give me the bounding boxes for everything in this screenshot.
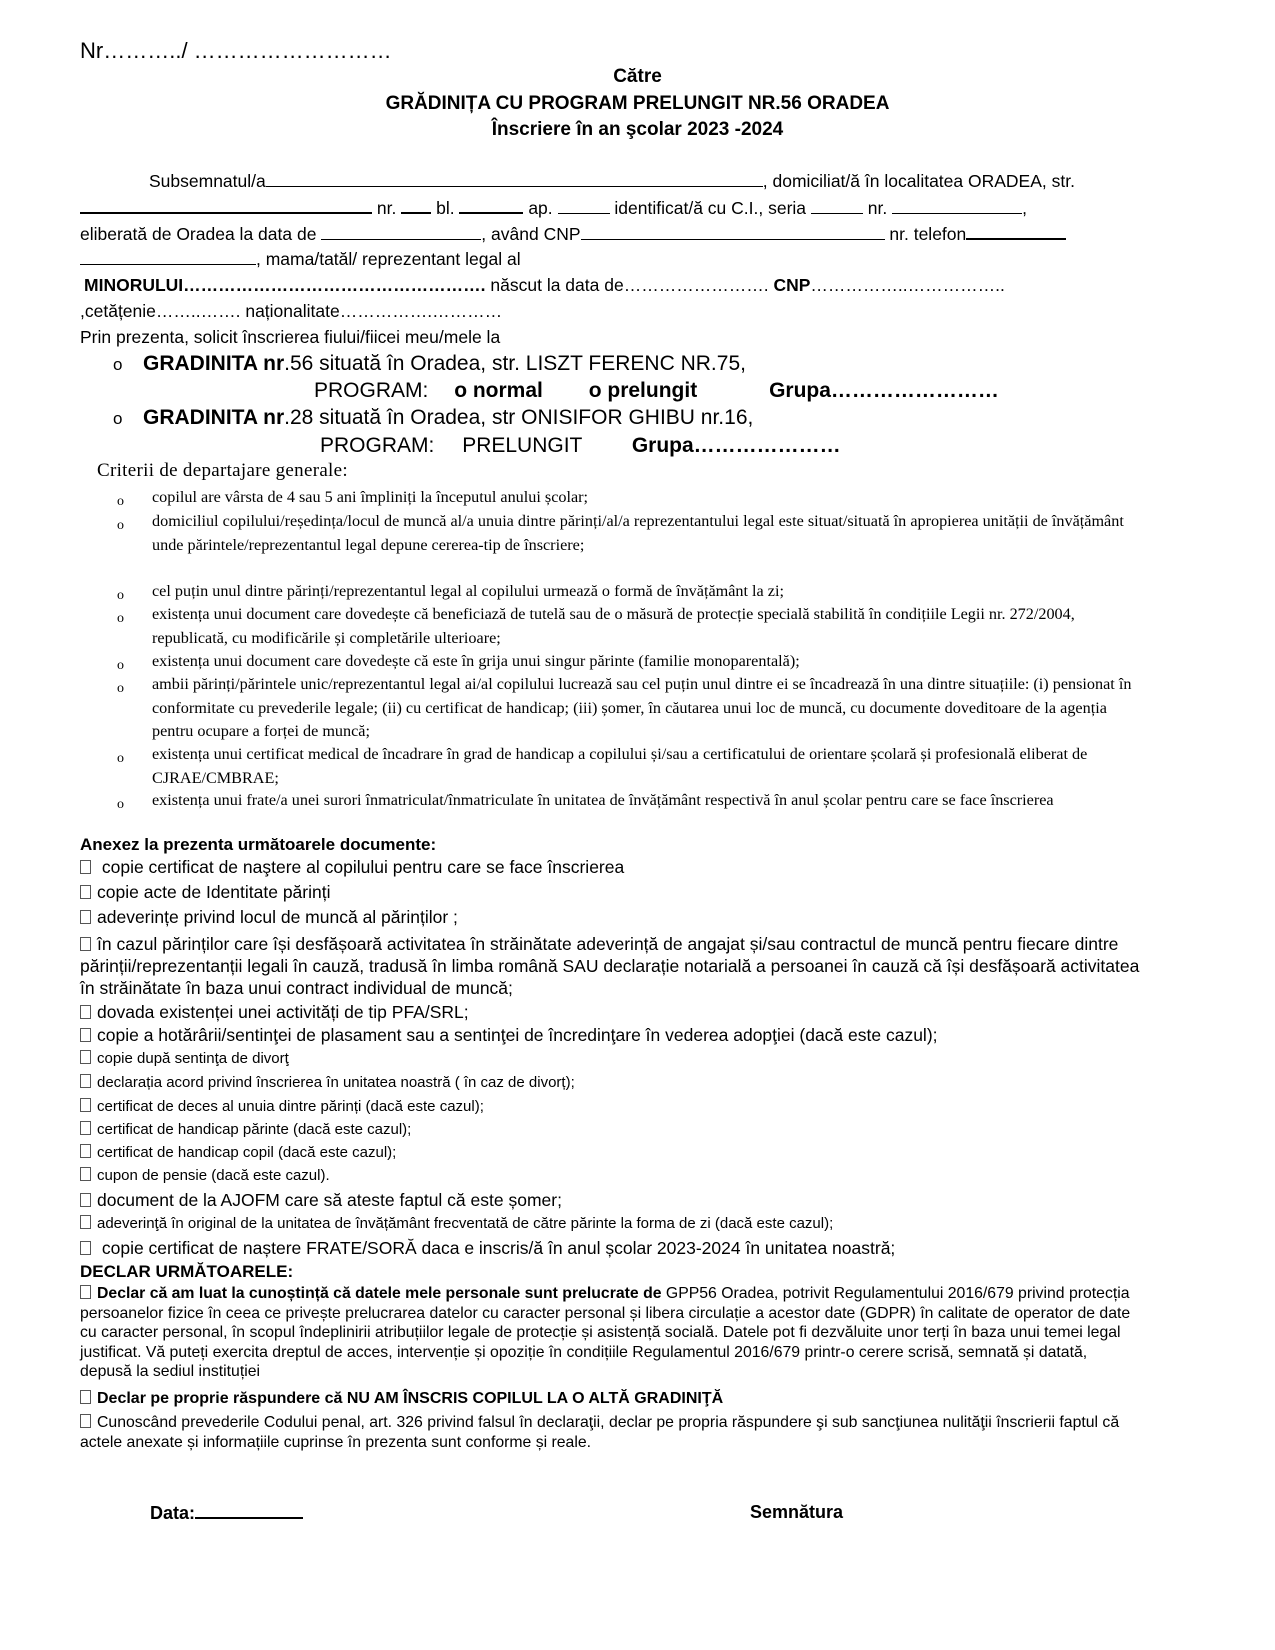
document-item[interactable]: certificat de deces al unuia dintre părinți (dacă este cazul); <box>80 1098 484 1115</box>
identificat-label: identificat/ă cu C.I., seria <box>614 198 807 218</box>
option-kindergarten-28[interactable] <box>113 406 753 430</box>
issue-date-field[interactable] <box>321 224 481 240</box>
checkbox-icon[interactable] <box>80 885 91 899</box>
document-item[interactable]: certificat de handicap părinte (dacă este cazul); <box>80 1121 411 1138</box>
document-item[interactable]: declarația acord privind înscrierea în unitatea noastră ( în caz de divorț); <box>80 1074 575 1091</box>
applicant-name-field[interactable] <box>266 171 763 187</box>
bl-label: bl. <box>436 198 455 218</box>
minor-name-field[interactable]: MINORULUI……………………………………………. <box>84 275 486 295</box>
nr-label: nr. <box>376 198 397 218</box>
option-address: .56 situată în Oradea, str. LISZT FERENC NR.75, <box>284 352 746 375</box>
option-kindergarten-56[interactable] <box>113 352 746 376</box>
document-item[interactable]: adeverințe privind locul de muncă al părinților ; <box>80 907 458 928</box>
birth-date-field[interactable]: născut la data de……………………. <box>490 275 769 295</box>
gdpr-body-text: GPP56 Oradea, potrivit Regulamentului 2016/679 privind protecția persoanelor fizice în ceea ce privește prelucrarea datelor cu caracter personal și libera circulație a acestor date (GDPR) în calitate de operator de date cu caracter personal, în scopul îndeplinirii atribuțiilor legale de protecție și asistență socială. Datele pot fi dezvăluite unor terți în baza unui temei legal justificat. Vă puteți exercita dreptul de acces, intervenție și opoziție în condițiile Regulamentul 2016/679 printr-o cerere scrisă, semnată și datată, depusă la sediul instituției <box>80 1285 1131 1380</box>
document-item[interactable]: certificat de handicap copil (dacă este cazul); <box>80 1144 396 1161</box>
checkbox-icon[interactable] <box>80 1167 91 1181</box>
gdpr-bold-text: Declar că am luat la cunoștință că datele mele personale sunt prelucrate de <box>97 1285 662 1302</box>
document-subtitle: Înscriere în an şcolar 2023 -2024 <box>491 119 784 140</box>
checkbox-icon[interactable] <box>80 1050 91 1064</box>
option-bullet-icon: o <box>113 355 123 374</box>
program-line-56 <box>314 379 999 403</box>
comma: , <box>1022 198 1027 218</box>
minor-cnp-label: CNP <box>773 275 811 295</box>
document-item[interactable]: în cazul părinților care își desfășoară activitatea în străinătate adeverință de angajat și/sau contractul de muncă pentru fiecare dintre părinții/reprezentanții legali în cauză, tradusă în limba română SAU declarație notarială a persoanei în cauză că își desfășoară activitatea în străinătate în baza unui contract individual de muncă; <box>80 934 1140 998</box>
citizenship-line[interactable]: ,cetățenie……..……. naționalitate…………….………… <box>80 301 503 321</box>
checkbox-icon[interactable] <box>80 1098 91 1112</box>
program-value: PRELUNGIT <box>462 434 582 457</box>
group-field[interactable]: Grupa…………………… <box>769 379 999 402</box>
option-bullet-icon: o <box>113 409 123 428</box>
street-field[interactable] <box>80 197 372 214</box>
program-label: PROGRAM: <box>314 379 429 402</box>
subsemnatul-label: Subsemnatul/a <box>149 171 266 191</box>
checkbox-icon[interactable] <box>80 1074 91 1088</box>
checkbox-icon[interactable] <box>80 910 91 924</box>
addressee-label: Către <box>613 66 662 87</box>
no-other-enrollment-declaration[interactable]: Declar pe proprie răspundere că NU AM ÎNSCRIS COPILUL LA O ALTĂ GRADINIŢĂ <box>80 1390 723 1408</box>
documents-title: Anexez la prezenta următoarele documente: <box>80 835 437 854</box>
document-item[interactable]: document de la AJOFM care să ateste faptul că este șomer; <box>80 1190 562 1211</box>
option-name: GRADINITA nr <box>143 406 285 429</box>
domiciliat-label: , domiciliat/ă în localitatea ORADEA, str. <box>762 171 1075 191</box>
block-field[interactable] <box>459 197 523 214</box>
phone-field[interactable] <box>966 223 1066 240</box>
bullet-icon: o <box>117 588 124 603</box>
bullet-icon: o <box>117 518 124 533</box>
checkbox-icon[interactable] <box>80 1193 91 1207</box>
cnp-label: , având CNP <box>481 224 581 244</box>
minor-line <box>84 275 1005 296</box>
program-label: PROGRAM: <box>320 434 435 457</box>
request-text: Prin prezenta, solicit înscrierea fiului/fiicei meu/mele la <box>80 327 501 347</box>
applicant-line <box>149 171 1075 192</box>
guardian-line <box>80 249 521 270</box>
group-field[interactable]: Grupa………………… <box>631 434 841 457</box>
document-item[interactable]: copie acte de Identitate părinți <box>80 882 331 903</box>
guardian-extra-field[interactable] <box>80 249 256 265</box>
bullet-icon: o <box>117 494 124 509</box>
document-item[interactable]: copie după sentinţa de divorţ <box>80 1050 289 1067</box>
checkbox-icon[interactable] <box>80 1121 91 1135</box>
guardian-label: , mama/tatăl/ reprezentant legal al <box>256 249 521 269</box>
checkbox-icon[interactable] <box>80 1285 91 1299</box>
telefon-label: nr. telefon <box>889 224 967 244</box>
issue-line <box>80 223 1066 245</box>
checkbox-icon[interactable] <box>80 1414 91 1428</box>
checkbox-icon[interactable] <box>80 1005 91 1019</box>
criteria-title: Criterii de departajare generale: <box>97 460 348 481</box>
checkbox-icon[interactable] <box>80 1028 91 1042</box>
bullet-icon: o <box>117 658 124 673</box>
checkbox-icon[interactable] <box>80 1144 91 1158</box>
checkbox-icon[interactable] <box>80 1241 91 1255</box>
date-signature-line <box>150 1502 303 1524</box>
document-item[interactable]: adeverinţă în original de la unitatea de învățământ frecventată de către părinte la forma de zi (dacă este cazul); <box>80 1215 833 1232</box>
apartment-field[interactable] <box>558 198 610 214</box>
penal-code-declaration[interactable]: Cunoscând prevederile Codului penal, art. 326 privind falsul în declaraţii, declar pe propria răspundere şi sub sancţiunea nulităţii înscrierii faptul că actele anexate și informațiile cuprinse în prezenta sunt conforme și reale. <box>80 1414 1120 1451</box>
minor-cnp-field[interactable]: ……………..…………….. <box>810 275 1005 295</box>
declarations-title: DECLAR URMĂTOARELE: <box>80 1262 294 1281</box>
address-line <box>80 197 1027 219</box>
bullet-icon: o <box>117 751 124 766</box>
bullet-icon: o <box>117 681 124 696</box>
document-item[interactable]: copie certificat de naștere FRATE/SORĂ daca e inscris/ă în anul școlar 2023-2024 în unitatea noastră; <box>80 1238 895 1259</box>
ap-label: ap. <box>528 198 553 218</box>
document-item[interactable]: cupon de pensie (dacă este cazul). <box>80 1167 330 1184</box>
option-name: GRADINITA nr <box>143 352 285 375</box>
checkbox-icon[interactable] <box>80 1390 91 1404</box>
program-line-28 <box>320 434 841 458</box>
document-item[interactable]: dovada existenței unei activități de tip PFA/SRL; <box>80 1002 469 1023</box>
registration-number: Nr………../ ……………………… <box>80 38 392 63</box>
eliberata-label: eliberată de Oradea la data de <box>80 224 317 244</box>
parent-cnp-field[interactable] <box>581 224 885 240</box>
bullet-icon: o <box>117 797 124 812</box>
program-prelungit-option[interactable]: o prelungit <box>588 379 698 402</box>
gdpr-declaration[interactable] <box>80 1284 1140 1382</box>
institution-title: GRĂDINIȚA CU PROGRAM PRELUNGIT NR.56 ORADEA <box>385 93 890 114</box>
document-item[interactable]: copie certificat de naştere al copilului pentru care se face înscrierea <box>80 857 624 878</box>
checkbox-icon[interactable] <box>80 1215 91 1229</box>
checkbox-icon[interactable] <box>80 860 91 874</box>
date-field[interactable] <box>195 1502 303 1519</box>
id-nr-label: nr. <box>867 198 888 218</box>
date-label: Data: <box>150 1503 196 1523</box>
id-number-field[interactable] <box>892 198 1022 214</box>
street-number-field[interactable] <box>401 197 431 214</box>
bullet-icon: o <box>117 611 124 626</box>
option-address: .28 situată în Oradea, str ONISIFOR GHIBU nr.16, <box>284 406 754 429</box>
signature-label: Semnătura <box>750 1502 844 1522</box>
checkbox-icon[interactable] <box>80 937 91 951</box>
program-normal-option[interactable]: o normal <box>454 379 543 402</box>
id-series-field[interactable] <box>811 198 863 214</box>
document-item[interactable]: copie a hotărârii/sentinţei de plasament sau a sentinţei de încredinţare în vederea adopţiei (dacă este cazul); <box>80 1025 938 1046</box>
